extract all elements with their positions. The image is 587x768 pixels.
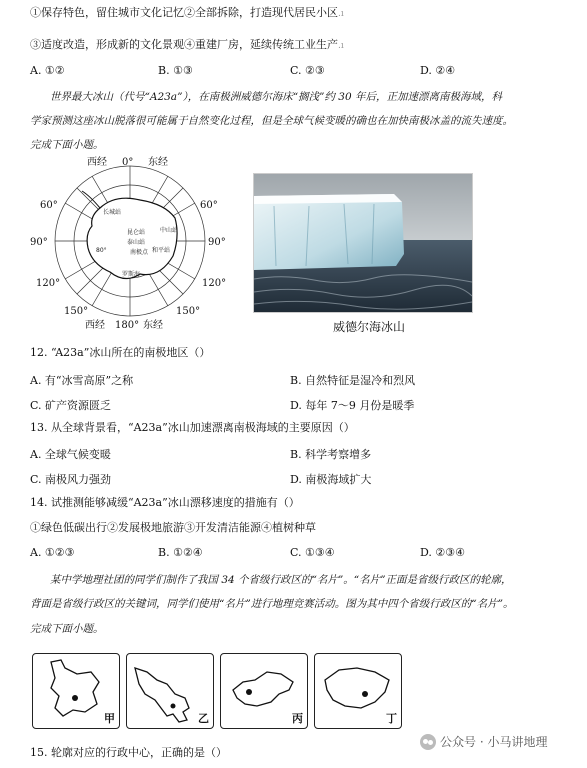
map-left-120: 120° (36, 278, 61, 289)
province-card-ding (314, 653, 402, 729)
province-card-bing (220, 653, 308, 729)
map-top-east: 东经 (148, 157, 168, 168)
prev-option-b: B. ①③ (158, 64, 193, 77)
map-place-zhongshan: 中山站 (160, 227, 179, 234)
iceberg-photo (253, 173, 473, 313)
map-right-120: 120° (202, 278, 227, 289)
q14-option-a: A. ①②③ (30, 546, 75, 559)
map-right-150: 150° (176, 306, 201, 317)
province-label-bing: 丙 (292, 712, 303, 725)
province-cards (32, 653, 422, 729)
q14-items: ①绿色低碳出行②发展极地旅游③开发清洁能源④植树种草 (30, 521, 316, 534)
q12-option-a: A. 有“冰雪高原”之称 (30, 374, 134, 387)
question-14: 14. 试推测能够减缓“A23a”冰山漂移速度的措施有（） (30, 496, 300, 509)
photo-caption: 威德尔海冰山 (333, 320, 406, 334)
prev-option-d: D. ②④ (420, 64, 456, 77)
question-12: 12. “A23a”冰山所在的南极地区（） (30, 346, 211, 359)
watermark (420, 733, 547, 750)
q13-option-b: B. 科学考察增多 (290, 448, 372, 461)
q12-option-c: C. 矿产资源匮乏 (30, 399, 112, 412)
passage-2-line-3: 完成下面小题。 (30, 623, 104, 635)
q14-option-c: C. ①③④ (290, 546, 335, 559)
map-place-changcheng: 长城站 (103, 209, 122, 216)
province-label-yi: 乙 (198, 712, 209, 725)
province-label-jia: 甲 (104, 712, 115, 725)
option-line-2: ③适度改造，形成新的文化景观④重建厂房，延续传统工业生产.ı (30, 38, 344, 51)
map-bottom-west: 西经 (85, 320, 105, 331)
question-15: 15. 轮廓对应的行政中心，正确的是（） (30, 746, 227, 759)
question-13: 13. 从全球背景看，“A23a”冰山加速漂离南极海域的主要原因（） (30, 421, 355, 434)
map-place-80deg: 80° (96, 247, 107, 254)
polar-map-svg (30, 156, 230, 331)
map-top-zero: 0° (122, 157, 134, 168)
map-right-90: 90° (208, 237, 226, 248)
watermark-text: 公众号 · 小马讲地理 (440, 735, 548, 749)
map-place-heping: 和平站 (152, 247, 171, 254)
q13-option-d: D. 南极海域扩大 (290, 473, 372, 486)
map-place-taishan: 泰山站 (127, 239, 146, 246)
option-line-1: ①保存特色，留住城市文化记忆②全部拆除，打造现代居民小区.ı (30, 6, 344, 19)
map-place-pole: 南极点 (130, 249, 149, 256)
map-left-90: 90° (30, 237, 48, 248)
map-left-60: 60° (40, 200, 58, 211)
passage-1-line-3: 完成下面小题。 (30, 139, 104, 151)
q14-option-b: B. ①②④ (158, 546, 203, 559)
province-label-ding: 丁 (386, 712, 397, 725)
map-right-60: 60° (200, 200, 218, 211)
map-bottom-east: 东经 (143, 320, 163, 331)
q14-option-d: D. ②③④ (420, 546, 466, 559)
antarctic-polar-map (30, 156, 230, 331)
map-top-west: 西经 (87, 157, 107, 168)
passage-2-line-1: 某中学地理社团的同学们制作了我国 34 个省级行政区的“名片”。“名片”正面是省级行政区的轮廓， (50, 574, 512, 586)
map-left-150: 150° (64, 306, 89, 317)
map-place-ross-sea: 罗斯海 (122, 271, 141, 278)
q12-option-d: D. 每年 7～9 月份是暖季 (290, 399, 415, 412)
q12-option-b: B. 自然特征是湿冷和烈风 (290, 374, 416, 387)
wechat-icon (420, 734, 436, 750)
prev-option-c: C. ②③ (290, 64, 325, 77)
q13-option-c: C. 南极风力强劲 (30, 473, 112, 486)
map-bottom-180: 180° (115, 320, 140, 331)
q13-option-a: A. 全球气候变暖 (30, 448, 111, 461)
passage-1-line-1: 世界最大冰山（代号“A23a”），在南极洲威德尔海床“搁浅”约 30 年后，正加速漂离南极海域，科 (50, 91, 502, 103)
map-place-kunlun: 昆仑站 (127, 229, 146, 236)
passage-1-line-2: 学家预测这座冰山脱落很可能属于自然变化过程，但是全球气候变暖的确也在加快南极冰盖的流失速度。 (30, 115, 513, 127)
province-card-jia (32, 653, 120, 729)
prev-option-a: A. ①② (30, 64, 65, 77)
passage-2-line-2: 背面是省级行政区的关键词，同学们使用“名片”进行地理竞赛活动。图为其中四个省级行政区的“名片”。 (30, 598, 514, 610)
province-card-yi (126, 653, 214, 729)
